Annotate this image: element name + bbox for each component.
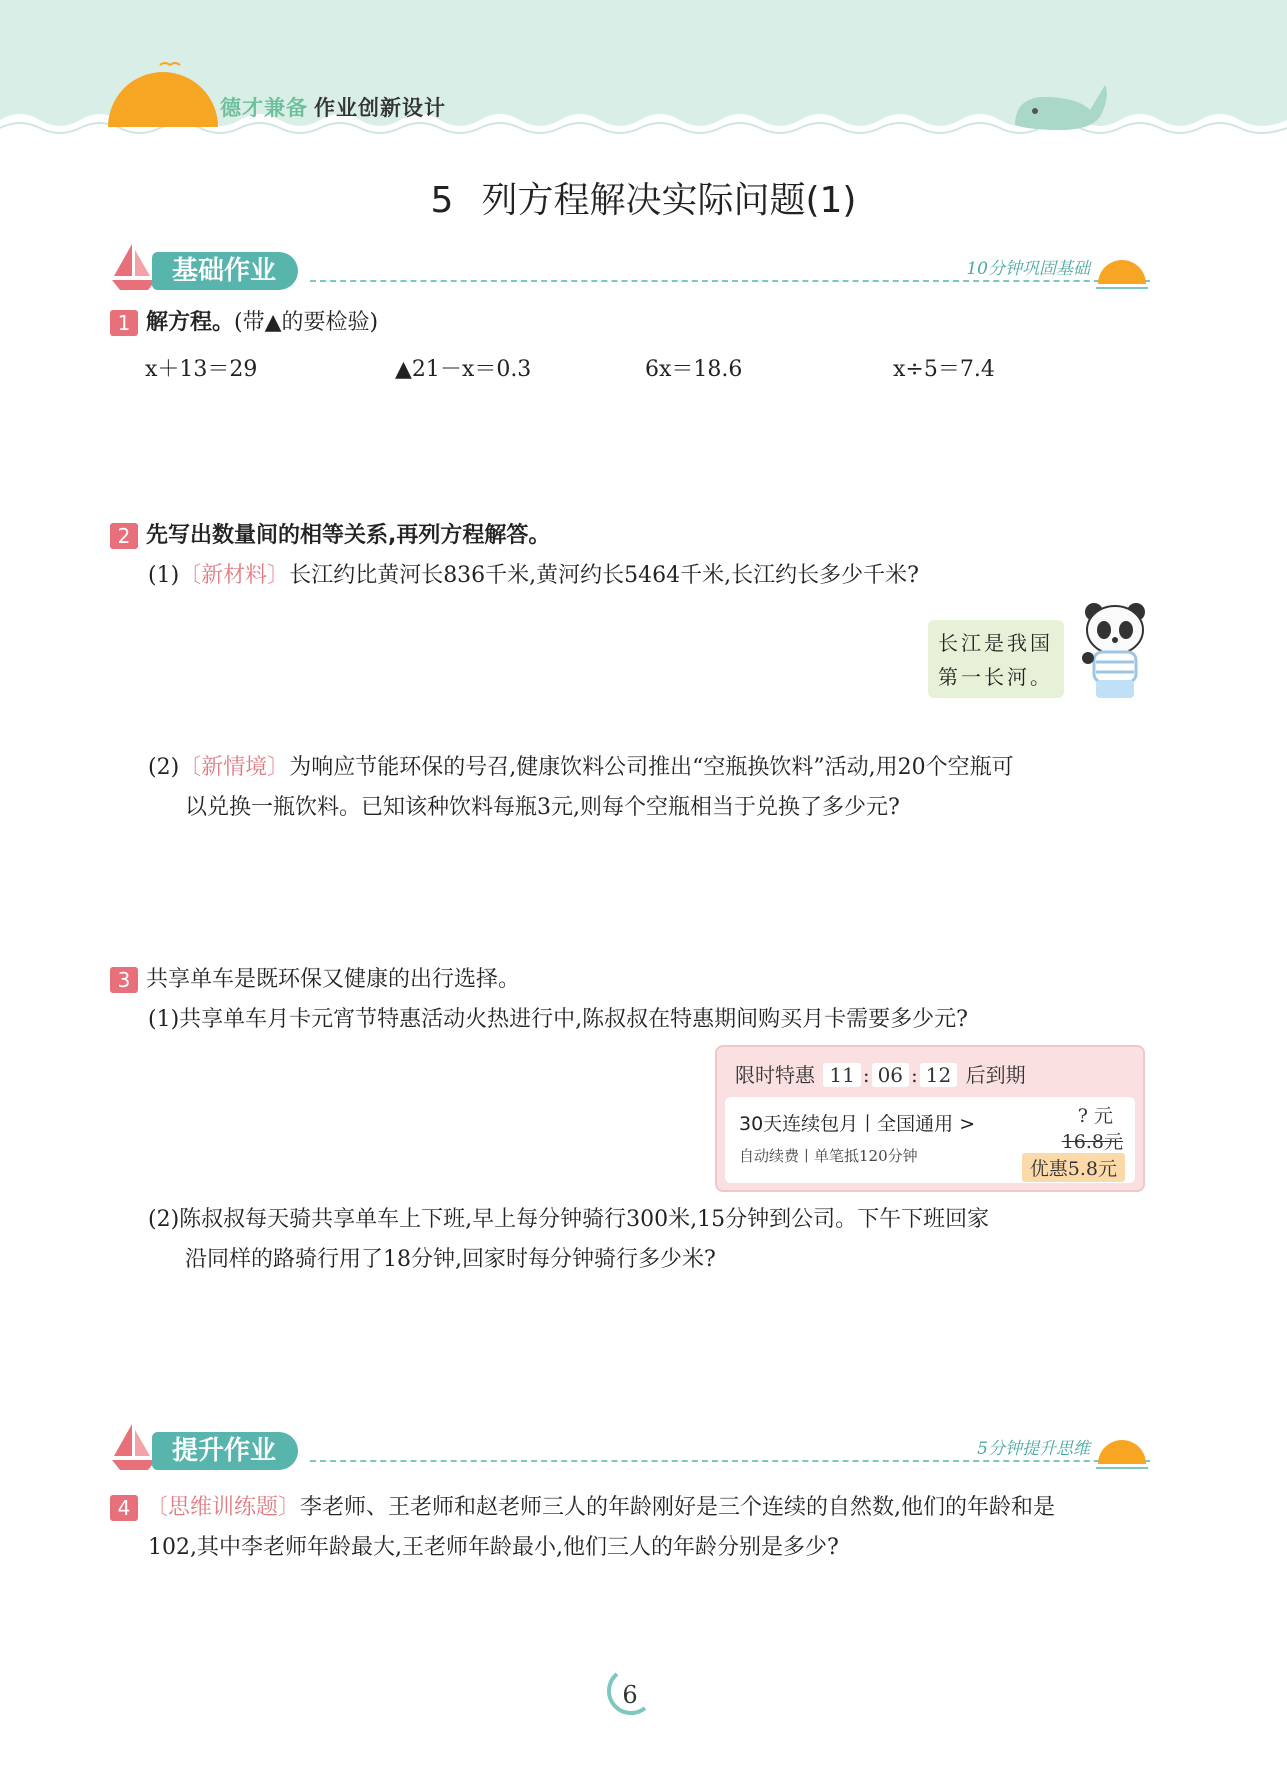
section-divider [310, 1460, 1150, 1462]
q2-number: 2 [110, 523, 138, 549]
promo-label: 限时特惠 [735, 1063, 815, 1087]
lesson-title: 列方程解决实际问题(1) [481, 180, 857, 221]
plan-name: 30天连续包月丨全国通用 > [739, 1113, 976, 1135]
plan-original-price: 16.8元 [1061, 1131, 1123, 1153]
q2-part1-index: (1) [148, 563, 180, 588]
brand-part1: 德才兼备 [220, 96, 308, 120]
q3-header [110, 962, 520, 997]
q2-header [110, 518, 550, 553]
sun-small-icon [1094, 254, 1150, 294]
bubble-line2: 第一长河。 [938, 665, 1053, 689]
page-number: 6 [622, 1681, 638, 1709]
promo-timer-row: 限时特惠 11 : 06 : 12 后到期 [735, 1063, 1026, 1087]
q2-part2-index: (2) [148, 755, 180, 780]
q4-text1: 李老师、王老师和赵老师三人的年龄刚好是三个连续的自然数,他们的年龄和是 [300, 1495, 1056, 1520]
section-advanced [110, 1420, 1150, 1480]
plan-subtitle: 自动续费丨单笔抵120分钟 [739, 1147, 918, 1165]
plan-price: ? 元 [1077, 1105, 1113, 1127]
page-title [0, 172, 1287, 223]
q4-number: 4 [110, 1495, 138, 1521]
section-basic [110, 240, 1150, 300]
bubble-line1: 长江是我国 [938, 631, 1053, 655]
section-advanced-label: 提升作业 [152, 1432, 298, 1470]
promo-card [715, 1045, 1145, 1192]
q2-part2-text1: 为响应节能环保的号召,健康饮料公司推出“空瓶换饮料”活动,用20个空瓶可 [289, 755, 1014, 780]
q2-part2-text2: 以兑换一瓶饮料。已知该种饮料每瓶3元,则每个空瓶相当于兑换了多少元? [185, 795, 900, 820]
section-advanced-hint: 5分钟提升思维 [977, 1439, 1090, 1459]
sailboat-icon [110, 242, 158, 294]
q1-eq2: ▲21－x＝0.3 [395, 357, 532, 382]
q1-eq4: x÷5＝7.4 [893, 357, 995, 382]
speech-bubble [928, 620, 1064, 698]
brand-part2: 作业创新设计 [314, 96, 446, 120]
timer-hours: 11 [823, 1063, 860, 1087]
q2-part2-line1 [148, 750, 1014, 785]
q3-part1: (1)共享单车月卡元宵节特惠活动火热进行中,陈叔叔在特惠期间购买月卡需要多少元? [148, 1007, 968, 1032]
panda-icon [1080, 600, 1150, 705]
promo-expire: 后到期 [965, 1063, 1026, 1087]
q4-text2: 102,其中李老师年龄最大,王老师年龄最小,他们三人的年龄分别是多少? [148, 1535, 839, 1560]
q3-number: 3 [110, 967, 138, 993]
q2-part1-tag: 〔新材料〕 [179, 563, 290, 588]
q2-part1 [148, 558, 919, 593]
plan-discount-badge: 优惠5.8元 [1022, 1153, 1125, 1182]
timer-minutes: 06 [872, 1063, 909, 1087]
lesson-number: 5 [430, 180, 454, 221]
sailboat-icon [110, 1422, 158, 1474]
q2-part1-text: 长江约比黄河长836千米,黄河约长5464千米,长江约长多少千米? [289, 563, 919, 588]
q1-eq1: x＋13＝29 [145, 357, 258, 382]
q1-prompt: 解方程。 [146, 310, 235, 335]
section-divider [310, 280, 1150, 282]
q4-line1 [110, 1490, 1055, 1525]
whale-icon [1010, 75, 1115, 135]
q1-number: 1 [110, 310, 138, 336]
q1-note: (带▲的要检验) [234, 310, 379, 335]
q4-tag: 〔思维训练题〕 [146, 1495, 301, 1520]
q3-part2-line2: 沿同样的路骑行用了18分钟,回家时每分钟骑行多少米? [185, 1247, 716, 1272]
q2-part2-tag: 〔新情境〕 [179, 755, 290, 780]
sun-small-icon [1094, 1434, 1150, 1474]
q1-eq3: 6x＝18.6 [645, 357, 743, 382]
section-basic-label: 基础作业 [152, 252, 298, 290]
timer-seconds: 12 [920, 1063, 957, 1087]
section-basic-hint: 10分钟巩固基础 [966, 259, 1090, 279]
q2-prompt: 先写出数量间的相等关系,再列方程解答。 [146, 523, 551, 548]
q3-part2-line1: (2)陈叔叔每天骑共享单车上下班,早上每分钟骑行300米,15分钟到公司。下午下班回家 [148, 1207, 990, 1232]
q3-prompt: 共享单车是既环保又健康的出行选择。 [146, 967, 521, 992]
sun-icon [100, 55, 220, 135]
q1-header [110, 305, 378, 340]
promo-plan [725, 1097, 1135, 1183]
brand [220, 92, 446, 122]
